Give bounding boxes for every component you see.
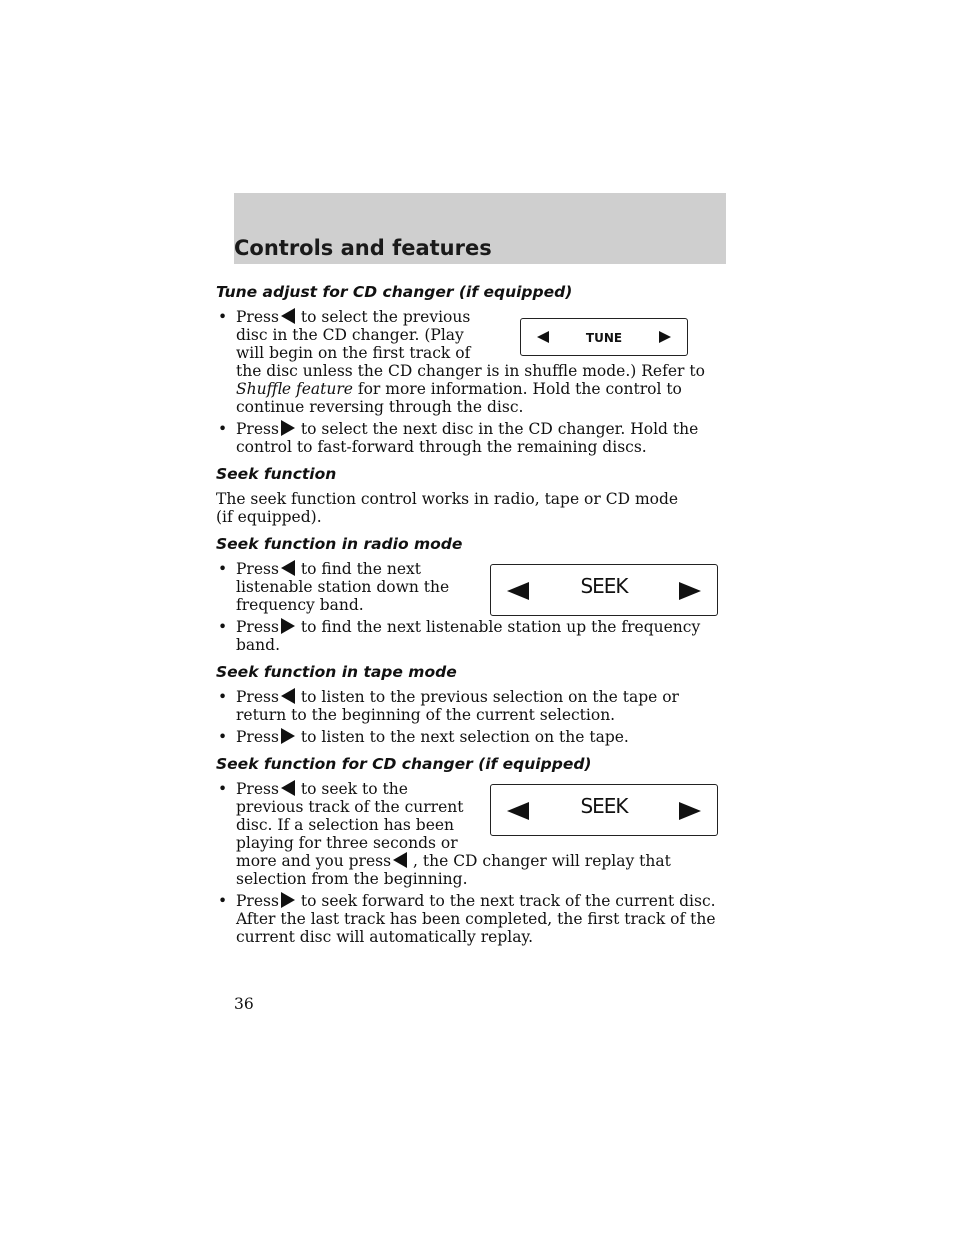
seek-intro-line-2: (if equipped). <box>216 508 322 526</box>
tune-item-previous-text-a: to select the previous disc in the CD changer. (Play will begin on the first track of the disc unless the CD changer is in shuffle mode.) Refer to <box>236 308 705 380</box>
tune-item-next-text: to select the next disc in the CD changer. Hold the control to fast-forward through the remaining discs. <box>236 420 699 456</box>
press-word: Press <box>236 618 279 636</box>
radio-item-up <box>216 618 728 654</box>
cd-item-next <box>216 892 728 946</box>
tune-list <box>216 308 728 456</box>
bullet: • <box>218 560 228 578</box>
seek-control-label: SEEK <box>580 794 628 818</box>
left-arrow-icon <box>281 780 295 796</box>
bullet: • <box>218 688 228 706</box>
cd-item-next-text: to seek forward to the next track of the current disc. After the last track has been completed, the first track of the current disc will automatically replay. <box>236 892 716 946</box>
press-word: Press <box>236 892 279 910</box>
tape-item-previous <box>216 688 728 724</box>
right-arrow-icon <box>281 728 295 744</box>
bullet: • <box>218 308 228 326</box>
tune-item-previous <box>216 308 728 416</box>
left-arrow-icon <box>281 308 295 324</box>
cd-item-previous <box>216 780 728 888</box>
bullet: • <box>218 420 228 438</box>
press-word: Press <box>236 688 279 706</box>
cd-item-previous-text-b: , the CD changer will replay that selection from the beginning. <box>236 852 671 888</box>
radio-heading: Seek function in radio mode <box>216 535 463 553</box>
cd-heading: Seek function for CD changer (if equipped) <box>216 755 592 773</box>
header-band <box>234 193 726 264</box>
seek-intro <box>216 490 728 526</box>
tune-item-next <box>216 420 728 456</box>
bullet: • <box>218 618 228 636</box>
shuffle-feature-ref: Shuffle feature <box>236 380 353 398</box>
press-word: Press <box>236 728 279 746</box>
tune-control-label: TUNE <box>585 331 623 345</box>
right-arrow-icon <box>281 892 295 908</box>
left-arrow-icon <box>393 852 407 868</box>
press-word: Press <box>236 560 279 578</box>
section-title: Controls and features <box>234 236 492 260</box>
press-word: Press <box>236 308 279 326</box>
tape-heading: Seek function in tape mode <box>216 663 457 681</box>
tape-item-previous-text: to listen to the previous selection on the tape or return to the beginning of the current selection. <box>236 688 679 724</box>
tune-item-previous-text-b: for more information. Hold the control to continue reversing through the disc. <box>236 380 682 416</box>
tune-heading: Tune adjust for CD changer (if equipped) <box>216 283 573 301</box>
seek-intro-line-1: The seek function control works in radio, tape or CD mode <box>216 490 679 508</box>
tape-list <box>216 688 728 746</box>
press-word: Press <box>236 420 279 438</box>
seek-control-label: SEEK <box>580 574 628 598</box>
right-arrow-icon <box>281 618 295 634</box>
left-arrow-icon <box>281 560 295 576</box>
right-arrow-icon <box>281 420 295 436</box>
bullet: • <box>218 892 228 910</box>
bullet: • <box>218 780 228 798</box>
radio-item-down-text: to find the next listenable station down the frequency band. <box>236 560 450 614</box>
cd-item-previous-text-a: to seek to the previous track of the current disc. If a selection has been playing for three seconds or more and you press <box>236 780 464 870</box>
tape-item-next-text: to listen to the next selection on the tape. <box>300 728 629 746</box>
page-number: 36 <box>234 995 254 1013</box>
radio-item-up-text: to find the next listenable station up the frequency band. <box>236 618 701 654</box>
bullet: • <box>218 728 228 746</box>
press-word: Press <box>236 780 279 798</box>
radio-item-down <box>216 560 728 614</box>
cd-list <box>216 780 728 946</box>
tape-item-next <box>216 728 728 746</box>
radio-list <box>216 560 728 654</box>
left-arrow-icon <box>281 688 295 704</box>
page-content <box>216 276 728 954</box>
seek-heading: Seek function <box>216 465 337 483</box>
